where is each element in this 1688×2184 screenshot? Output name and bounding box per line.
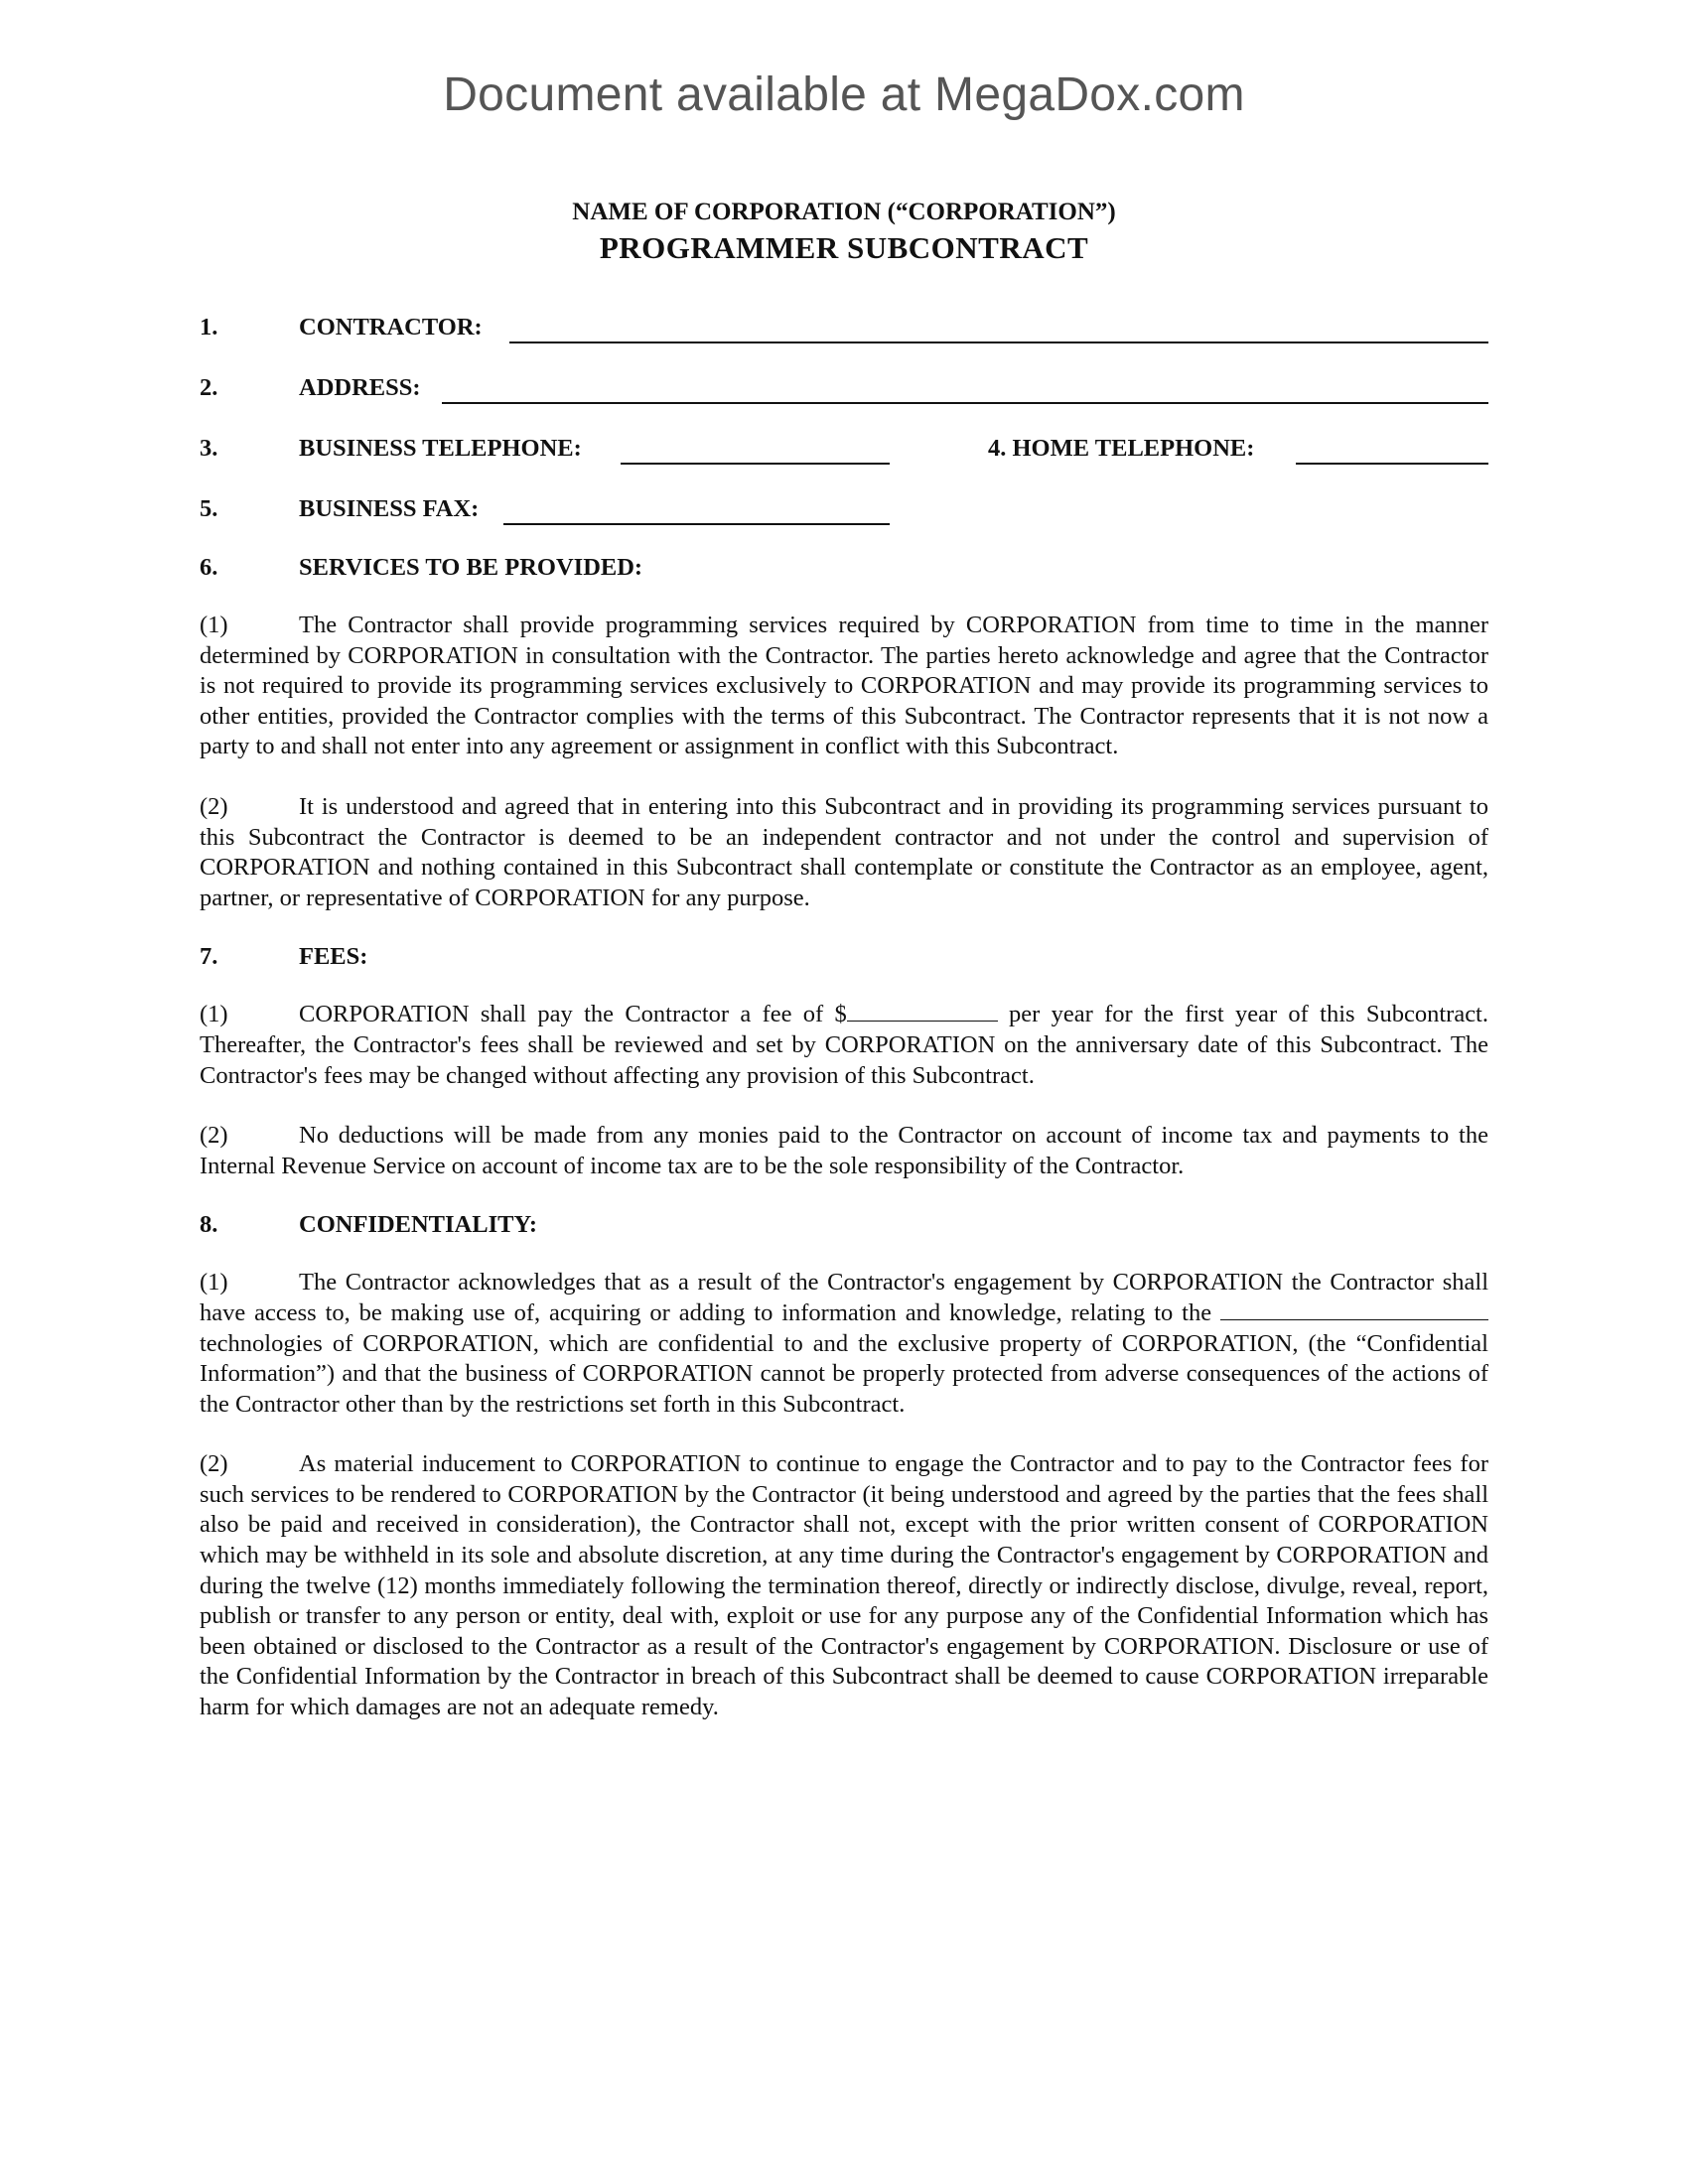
paragraph-6-1 (200, 611, 1488, 762)
paragraph-text: It is understood and agreed that in entering into this Subcontract and in providing its programming services pursuant to this Subcontract the Contractor is deemed to be an independent contractor and not under the control and supervision of CORPORATION and nothing contained in this Subcontract shall contemplate or constitute the Contractor as an employee, agent, partner, or representative of CORPORATION for any purpose. (200, 792, 1488, 911)
home-telephone-label: 4. HOME TELEPHONE: (988, 435, 1255, 462)
corporation-name: NAME OF CORPORATION (“CORPORATION”) (572, 199, 1116, 225)
paragraph-number: (1) (200, 612, 228, 638)
paragraph-text: technologies of CORPORATION, which are confidential to and the exclusive property of CORPORATION, (the “Confidential Information”) and that the business of CORPORATION cannot be properly protected from adverse consequences of the actions of the Contractor other than by the restrictions set forth in this Subcontract. (200, 1329, 1488, 1418)
paragraph-7-1 (200, 1000, 1488, 1091)
paragraph-text: The Contractor shall provide programming services required by CORPORATION from time to time in the manner determined by CORPORATION in consultation with the Contractor. The parties hereto acknowledge and agree that the Contractor is not required to provide its programming services exclusively to CORPORATION and may provide its programming services to other entities, provided the Contractor complies with the terms of this Subcontract. The Contractor represents that it is not now a party to and shall not enter into any agreement or assignment in conflict with this Subcontract. (200, 612, 1488, 760)
paragraph-text: CORPORATION shall pay the Contractor a fee of $ (299, 1001, 847, 1028)
field-number: 1. (200, 314, 218, 341)
paragraph-6-2 (200, 792, 1488, 913)
document-title: PROGRAMMER SUBCONTRACT (599, 230, 1089, 265)
section-title: CONFIDENTIALITY: (299, 1211, 538, 1239)
watermark: Document available at MegaDox.com (443, 68, 1245, 121)
document-body (200, 314, 1488, 1753)
paragraph-7-2 (200, 1121, 1488, 1181)
section-number: 8. (200, 1211, 218, 1239)
paragraph-number: (1) (200, 1269, 228, 1297)
section-heading-fees (200, 943, 1488, 973)
contractor-label: CONTRACTOR: (299, 314, 483, 341)
field-number: 2. (200, 374, 218, 401)
home-telephone-blank[interactable] (1296, 463, 1488, 465)
section-heading-services (200, 554, 1488, 584)
section-title: FEES: (299, 943, 368, 971)
paragraph-number: (2) (200, 792, 228, 820)
address-label: ADDRESS: (299, 374, 421, 401)
contractor-field (200, 314, 1488, 374)
paragraph-number: (2) (200, 1122, 228, 1150)
paragraph-text: As material inducement to CORPORATION to continue to engage the Contractor and to pay to the Contractor fees for such services to be rendered to CORPORATION by the Contractor (it being understood and agreed by the parties that the fees shall also be paid and received in consideration), the Contractor shall not, except with the prior written consent of CORPORATION which may be withheld in its sole and absolute discretion, at any time during the Contractor's engagement by CORPORATION and during the twelve (12) months immediately following the termination thereof, directly or indirectly disclose, divulge, reveal, report, publish or transfer to any person or entity, deal with, exploit or use for any purpose any of the Confidential Information which has been obtained or disclosed to the Contractor as a result of the Contractor's engagement by CORPORATION. Disclosure or use of the Confidential Information by the Contractor in breach of this Subcontract shall be deemed to cause CORPORATION irreparable harm for which damages are not an adequate remedy. (200, 1450, 1488, 1721)
paragraph-8-1 (200, 1268, 1488, 1420)
paragraph-text: per year for the first year of this Subcontract. Thereafter, the Contractor's fees shall be reviewed and set by CORPORATION on the anniversary date of this Subcontract. The Contractor's fees may be changed without affecting any provision of this Subcontract. (200, 1001, 1488, 1089)
paragraph-number: (2) (200, 1450, 228, 1478)
section-number: 6. (200, 554, 218, 581)
paragraph-text: The Contractor acknowledges that as a result of the Contractor's engagement by CORPORATION the Contractor shall have access to, be making use of, acquiring or adding to information and knowledge, relating to the (200, 1269, 1488, 1326)
field-number: 3. (200, 435, 218, 462)
paragraph-text: No deductions will be made from any monies paid to the Contractor on account of income tax and payments to the Internal Revenue Service on account of income tax are to be the sole responsibility of the Contractor. (200, 1122, 1488, 1179)
business-fax-label: BUSINESS FAX: (299, 495, 480, 522)
paragraph-8-2 (200, 1449, 1488, 1722)
business-fax-blank[interactable] (503, 523, 890, 525)
section-number: 7. (200, 943, 218, 971)
business-telephone-blank[interactable] (621, 463, 890, 465)
telephone-field-row (200, 435, 1488, 495)
business-telephone-label: BUSINESS TELEPHONE: (299, 435, 582, 462)
document-header (0, 197, 1688, 268)
address-field (200, 374, 1488, 435)
section-title: SERVICES TO BE PROVIDED: (299, 554, 643, 581)
fee-amount-blank[interactable] (847, 1003, 998, 1022)
business-fax-field (200, 495, 1488, 552)
technologies-blank[interactable] (1220, 1301, 1488, 1320)
field-number: 5. (200, 495, 218, 522)
address-blank[interactable] (442, 402, 1488, 404)
paragraph-number: (1) (200, 1001, 228, 1028)
contractor-blank[interactable] (509, 341, 1488, 343)
section-heading-confidentiality (200, 1211, 1488, 1241)
